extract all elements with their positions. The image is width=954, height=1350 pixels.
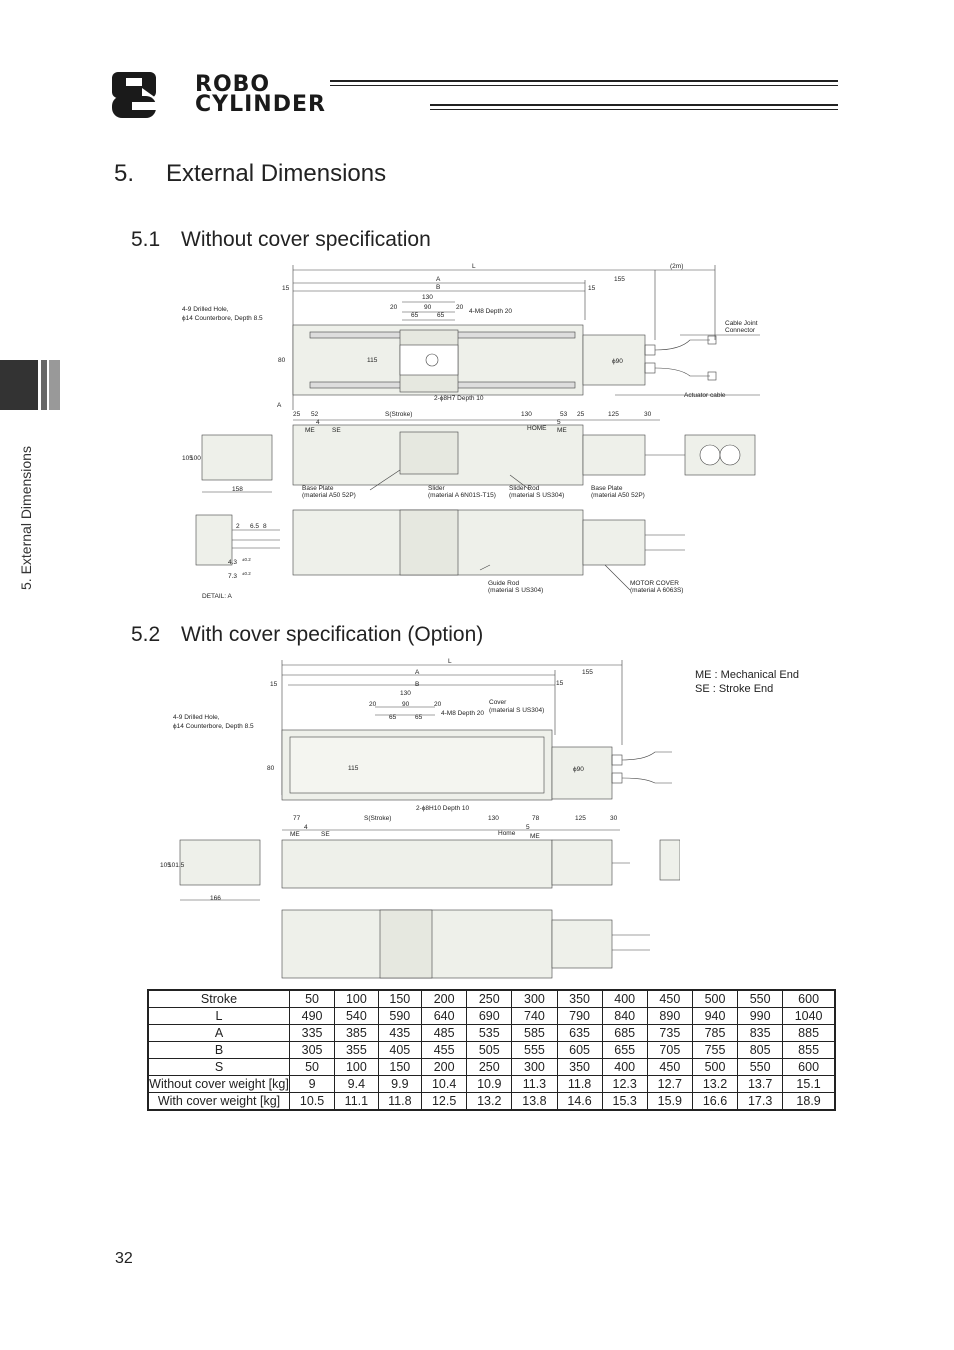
subsection-heading-1 [131,228,431,252]
brand-line-1: ROBO [195,72,271,97]
dim-label: 20 [434,701,442,708]
subsection-title: Without cover specification [181,228,431,251]
row-header: S [148,1059,290,1076]
dim-label: 130 [422,294,433,301]
dim-label: SE [332,427,341,434]
table-cell: 735 [647,1025,692,1042]
table-cell: 300 [512,1059,557,1076]
row-header: Without cover weight [kg] [149,1077,289,1091]
dim-label: 65 [389,714,397,721]
subsection-number: 5.2 [131,623,161,646]
table-cell: 18.9 [783,1093,835,1111]
table-cell: 335 [290,1025,335,1042]
table-cell: 200 [422,990,467,1008]
dim-label: 80 [278,357,286,364]
chapter-side-label: 5. External Dimensions [18,446,34,590]
table-cell: 890 [647,1008,692,1025]
dim-label: 25 [293,411,301,418]
table-cell: 15.3 [602,1093,647,1111]
table-cell: 500 [692,990,737,1008]
dim-label: Actuator cable [684,392,726,399]
dim-label: A [436,276,441,283]
brand-logo [112,70,842,120]
table-cell: 550 [738,990,783,1008]
table-cell: 15.1 [783,1076,835,1093]
dim-label: 130 [400,690,411,697]
dim-label: ±0.2 [242,571,251,576]
table-cell: 15.9 [647,1093,692,1111]
dim-label: 90 [424,304,432,311]
dim-label: 4-M8 Depth 20 [441,710,484,717]
dim-label: 78 [532,815,540,822]
dim-label: (material S US304) [509,492,565,499]
table-cell: 940 [692,1008,737,1025]
table-cell: 10.9 [467,1076,512,1093]
table-cell: 785 [692,1025,737,1042]
legend-me: ME : Mechanical End [695,669,799,681]
table-cell: 505 [467,1042,512,1059]
dim-label: Cable Joint [725,320,758,327]
table-cell: 385 [335,1025,378,1042]
table-cell: 450 [647,1059,692,1076]
table-cell: 705 [647,1042,692,1059]
table-cell: 16.6 [692,1093,737,1111]
dim-label: 25 [577,411,585,418]
table-cell: 11.1 [335,1093,378,1111]
dim-label: 4-9 Drilled Hole, [182,306,229,313]
table-cell: 50 [290,1059,335,1076]
table-cell: 12.5 [422,1093,467,1111]
table-cell: 100 [335,990,378,1008]
subsection-title: With cover specification (Option) [181,623,484,646]
table-cell: 500 [692,1059,737,1076]
dim-label: S(Stroke) [364,815,392,822]
table-row [148,1042,835,1059]
dim-label: ME [305,427,315,434]
dim-label: DETAIL: A [202,593,232,600]
table-cell: 540 [335,1008,378,1025]
table-cell: 9.9 [378,1076,421,1093]
table-cell: 455 [422,1042,467,1059]
table-cell: 12.3 [602,1076,647,1093]
dim-label: 90 [402,701,410,708]
dim-label: 15 [270,681,278,688]
table-cell: 835 [738,1025,783,1042]
table-cell: 100 [335,1059,378,1076]
dim-label: 8 [263,523,267,530]
dim-label: ±0.2 [242,557,251,562]
dim-label: ME [530,833,540,840]
table-cell: 305 [290,1042,335,1059]
table-cell: 10.5 [290,1093,335,1111]
table-row [148,1076,835,1093]
dim-label: 158 [232,486,243,493]
dim-label: (2m) [670,263,684,270]
dim-label: 80 [267,765,275,772]
table-cell: 535 [467,1025,512,1042]
table-cell: 600 [783,990,835,1008]
dim-label: 2 [236,523,240,530]
table-cell: 805 [738,1042,783,1059]
table-cell: 640 [422,1008,467,1025]
table-cell: 11.8 [378,1093,421,1111]
dim-label: 115 [348,765,359,772]
dim-label: 30 [644,411,652,418]
dim-label: Guide Rod [488,580,520,587]
dim-label: 115 [367,357,378,364]
dim-label: 65 [437,312,445,319]
dim-label: MOTOR COVER [630,580,679,587]
table-cell: 355 [335,1042,378,1059]
table-row [148,1093,835,1111]
dim-label: 125 [608,411,619,418]
dimension-table [147,989,836,1111]
table-cell: 855 [783,1042,835,1059]
drawing-without-cover [170,260,770,605]
dim-label: 15 [282,285,290,292]
table-cell: 250 [467,990,512,1008]
table-cell: 490 [290,1008,335,1025]
table-cell: 13.8 [512,1093,557,1111]
drawing-with-cover [160,655,680,985]
table-cell: 690 [467,1008,512,1025]
table-row [148,990,835,1008]
dim-label: 4-9 Drilled Hole, [173,714,220,721]
row-header: Stroke [148,990,290,1008]
table-cell: 435 [378,1025,421,1042]
table-cell: 405 [378,1042,421,1059]
section-number: 5. [114,160,135,187]
table-cell: 590 [378,1008,421,1025]
dim-label: ϕ90 [612,358,623,365]
dim-label: (material A50 52P) [302,492,356,499]
dim-label: (material S US304) [489,707,545,714]
table-cell: 13.7 [738,1076,783,1093]
dim-label: (material S US304) [488,587,544,594]
dim-label: ME [290,831,300,838]
dim-label: 53 [560,411,568,418]
table-cell: 150 [378,990,421,1008]
table-cell: 300 [512,990,557,1008]
page-number: 32 [115,1250,133,1267]
table-cell: 350 [557,1059,602,1076]
table-cell: 150 [378,1059,421,1076]
table-row [148,1025,835,1042]
dim-label: 4.3 [228,559,238,566]
table-cell: 685 [602,1025,647,1042]
logo-rule [430,109,838,110]
dim-label: (material A 6N01S-T15) [428,492,496,499]
dim-label: 2-ϕ8H7 Depth 10 [434,395,484,402]
dim-label: Base Plate [591,485,623,492]
dim-label: ϕ14 Counterbore, Depth 8.5 [182,315,263,322]
dim-label: 166 [210,895,221,902]
dim-label: Slider Rod [509,485,540,492]
table-cell: 1040 [783,1008,835,1025]
dim-label: 15 [588,285,596,292]
table-cell: 13.2 [692,1076,737,1093]
row-header: With cover weight [kg] [148,1093,290,1111]
dim-label: ME [557,427,567,434]
dim-label: ϕ90 [573,766,584,773]
table-cell: 10.4 [422,1076,467,1093]
row-header: A [148,1025,290,1042]
table-cell: 755 [692,1042,737,1059]
section-heading [114,160,386,188]
chapter-tab [0,360,60,410]
legend-se: SE : Stroke End [695,683,774,695]
table-cell: 555 [512,1042,557,1059]
table-cell: 600 [783,1059,835,1076]
dim-label: Home [498,830,516,837]
table-cell: 740 [512,1008,557,1025]
dim-label: 155 [614,276,625,283]
dim-label: 100 [190,455,201,462]
dim-label: L [472,263,476,270]
dim-label: A [277,402,282,409]
dim-label: 52 [311,411,319,418]
logo-rule [330,85,838,86]
table-cell: 585 [512,1025,557,1042]
table-cell: 11.3 [512,1076,557,1093]
subsection-heading-2 [131,623,483,647]
dim-label: Cover [489,699,507,706]
table-cell: 990 [738,1008,783,1025]
dim-label: 2-ϕ8H10 Depth 10 [416,805,470,812]
table-cell: 485 [422,1025,467,1042]
dim-label: 101.5 [168,862,185,869]
dim-label: 20 [456,304,464,311]
dim-label: L [448,658,452,665]
dim-label: 20 [390,304,398,311]
dim-label: (material A50 52P) [591,492,645,499]
logo-rule [330,80,838,82]
dim-label: 4 [316,419,320,426]
abbreviation-legend [695,668,799,696]
table-cell: 12.7 [647,1076,692,1093]
table-cell: 635 [557,1025,602,1042]
dim-label: 7.3 [228,573,238,580]
table-cell: 450 [647,990,692,1008]
table-cell: 350 [557,990,602,1008]
table-cell: 50 [290,990,335,1008]
table-cell: 14.6 [557,1093,602,1111]
table-cell: 13.2 [467,1093,512,1111]
dim-label: S(Stroke) [385,411,413,418]
dim-label: 130 [521,411,532,418]
table-cell: 200 [422,1059,467,1076]
dim-label: 4 [304,824,308,831]
dim-label: 155 [582,669,593,676]
dim-label: 5 [557,419,561,426]
dim-label: A [415,669,420,676]
dim-label: 15 [556,680,564,687]
dim-label: 6.5 [250,523,260,530]
dim-label: 65 [415,714,423,721]
dim-label: Connector [725,327,755,334]
dim-label: 5 [526,824,530,831]
dim-label: 30 [610,815,618,822]
row-header: B [148,1042,290,1059]
dim-label: Slider [428,485,445,492]
dim-label: 65 [411,312,419,319]
table-cell: 840 [602,1008,647,1025]
table-cell: 550 [738,1059,783,1076]
table-cell: 11.8 [557,1076,602,1093]
dim-label: 20 [369,701,377,708]
table-cell: 250 [467,1059,512,1076]
dim-label: 105 [160,862,171,869]
dim-label: B [415,681,420,688]
rc-logo-mark [112,70,190,120]
table-cell: 885 [783,1025,835,1042]
table-cell: 400 [602,1059,647,1076]
table-row [148,1008,835,1025]
dim-label: 105 [182,455,193,462]
logo-rule [430,104,838,106]
dim-label: HOME [527,425,547,432]
brand-line-2: CYLINDER [195,92,326,117]
table-cell: 790 [557,1008,602,1025]
table-cell: 400 [602,990,647,1008]
table-cell: 9 [290,1076,335,1093]
dim-label: (material A 6063S) [630,587,684,594]
dim-label: Base Plate [302,485,334,492]
table-row [148,1059,835,1076]
dim-label: 125 [575,815,586,822]
dim-label: SE [321,831,330,838]
table-cell: 655 [602,1042,647,1059]
dim-label: 4-M8 Depth 20 [469,308,512,315]
dim-label: ϕ14 Counterbore, Depth 8.5 [173,723,254,730]
subsection-number: 5.1 [131,228,161,251]
table-cell: 605 [557,1042,602,1059]
section-title: External Dimensions [166,160,387,187]
dim-label: 130 [488,815,499,822]
table-cell: 17.3 [738,1093,783,1111]
dim-label: 77 [293,815,301,822]
row-header: L [148,1008,290,1025]
table-cell: 9.4 [335,1076,378,1093]
dim-label: B [436,284,441,291]
